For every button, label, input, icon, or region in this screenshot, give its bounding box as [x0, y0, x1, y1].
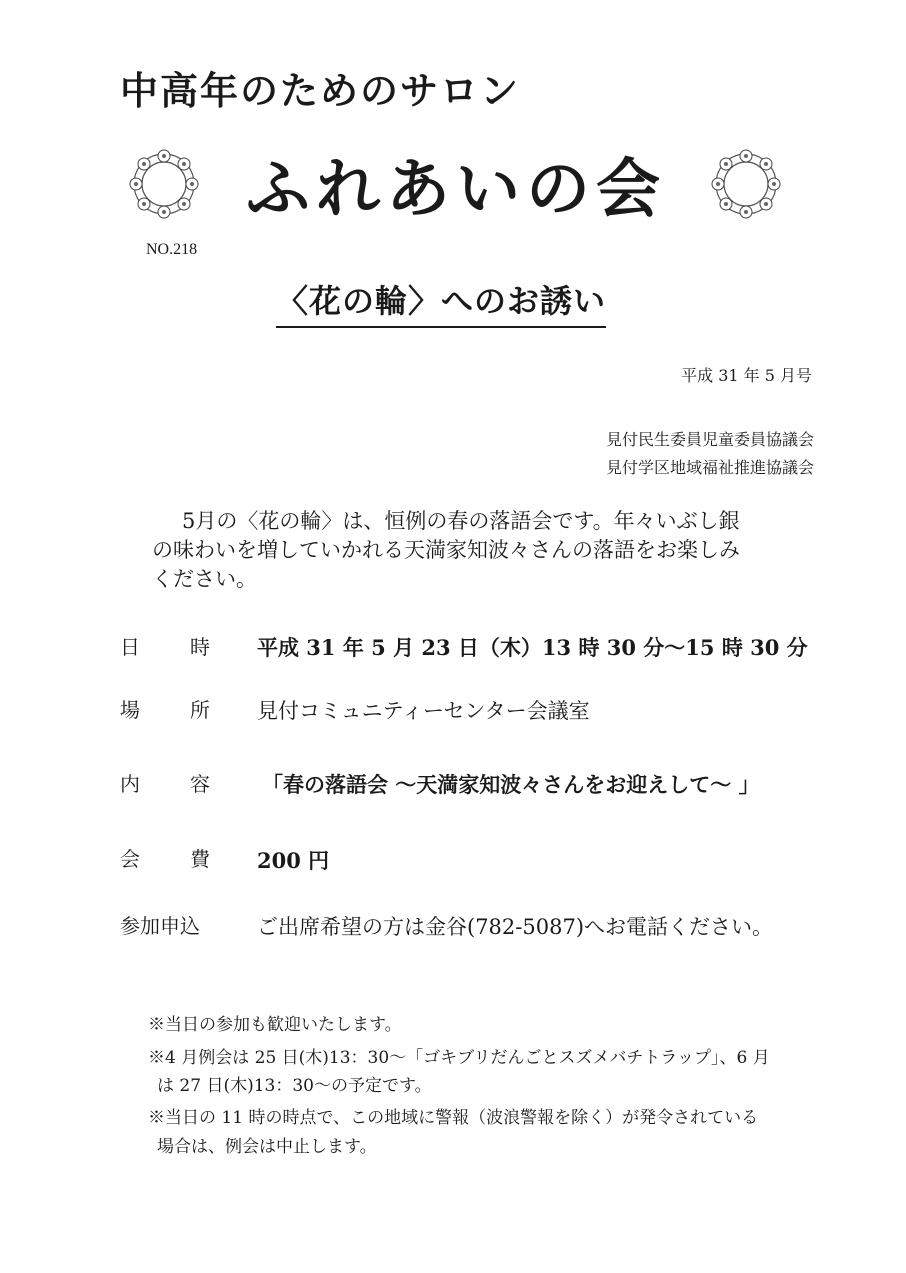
- place-label: [120, 694, 210, 723]
- subtitle: 〈花の輪〉へのお誘い: [276, 276, 606, 328]
- date-value: 平成 31 年 5 月 23 日（木）13 時 30 分〜15 時 30 分: [257, 635, 808, 660]
- organization-1: 見付民生委員児童委員協議会: [605, 430, 814, 449]
- intro-line: 5月の〈花の輪〉は、恒例の春の落語会です。年々いぶし銀: [182, 509, 740, 533]
- label-char: 容: [190, 772, 210, 796]
- note: ※当日の 11 時の時点で、この地域に警報（波浪警報を除く）が発令されている: [148, 1108, 759, 1128]
- intro-line: ください。: [152, 567, 257, 591]
- label-char: 会: [120, 847, 140, 871]
- fee-label: [120, 843, 210, 872]
- issue-number: NO.218: [146, 241, 198, 258]
- content-value: 「春の落語会 〜天満家知波々さんをお迎えして〜 」: [262, 772, 760, 797]
- intro-line: の味わいを増していかれる天満家知波々さんの落語をお楽しみ: [152, 538, 740, 562]
- date-label: [120, 631, 210, 660]
- organization-2: 見付学区地域福祉推進協議会: [605, 458, 814, 477]
- issue-date: 平成 31 年 5 月号: [681, 366, 812, 385]
- label-char: 時: [190, 635, 210, 659]
- content-label: [120, 768, 210, 797]
- place-value: 見付コミュニティーセンター会議室: [257, 699, 590, 723]
- label-char: 日: [120, 635, 140, 659]
- label-char: 所: [190, 698, 210, 722]
- note: ※4 月例会は 25 日(木)13：30〜「ゴキブリだんごとスズメバチトラップ」、6 月: [148, 1048, 770, 1068]
- note: ※当日の参加も歓迎いたします。: [148, 1015, 402, 1035]
- apply-value: ご出席希望の方は金谷(782-5087)へお電話ください。: [257, 915, 774, 939]
- note: 場合は、例会は中止します。: [157, 1137, 377, 1157]
- flower-wreath-icon: [706, 144, 786, 224]
- intro-paragraph: [152, 507, 802, 594]
- note: は 27 日(木)13：30〜の予定です。: [157, 1076, 432, 1096]
- main-title: ふれあいの会: [246, 152, 666, 227]
- label-char: 費: [190, 847, 210, 871]
- label-char: 内: [120, 772, 140, 796]
- label-char: 場: [120, 698, 140, 722]
- apply-label: 参加申込: [120, 914, 200, 938]
- fee-value: 200 円: [257, 848, 330, 873]
- series-title: 中高年のためのサロン: [120, 68, 521, 113]
- flower-wreath-icon: [124, 144, 204, 224]
